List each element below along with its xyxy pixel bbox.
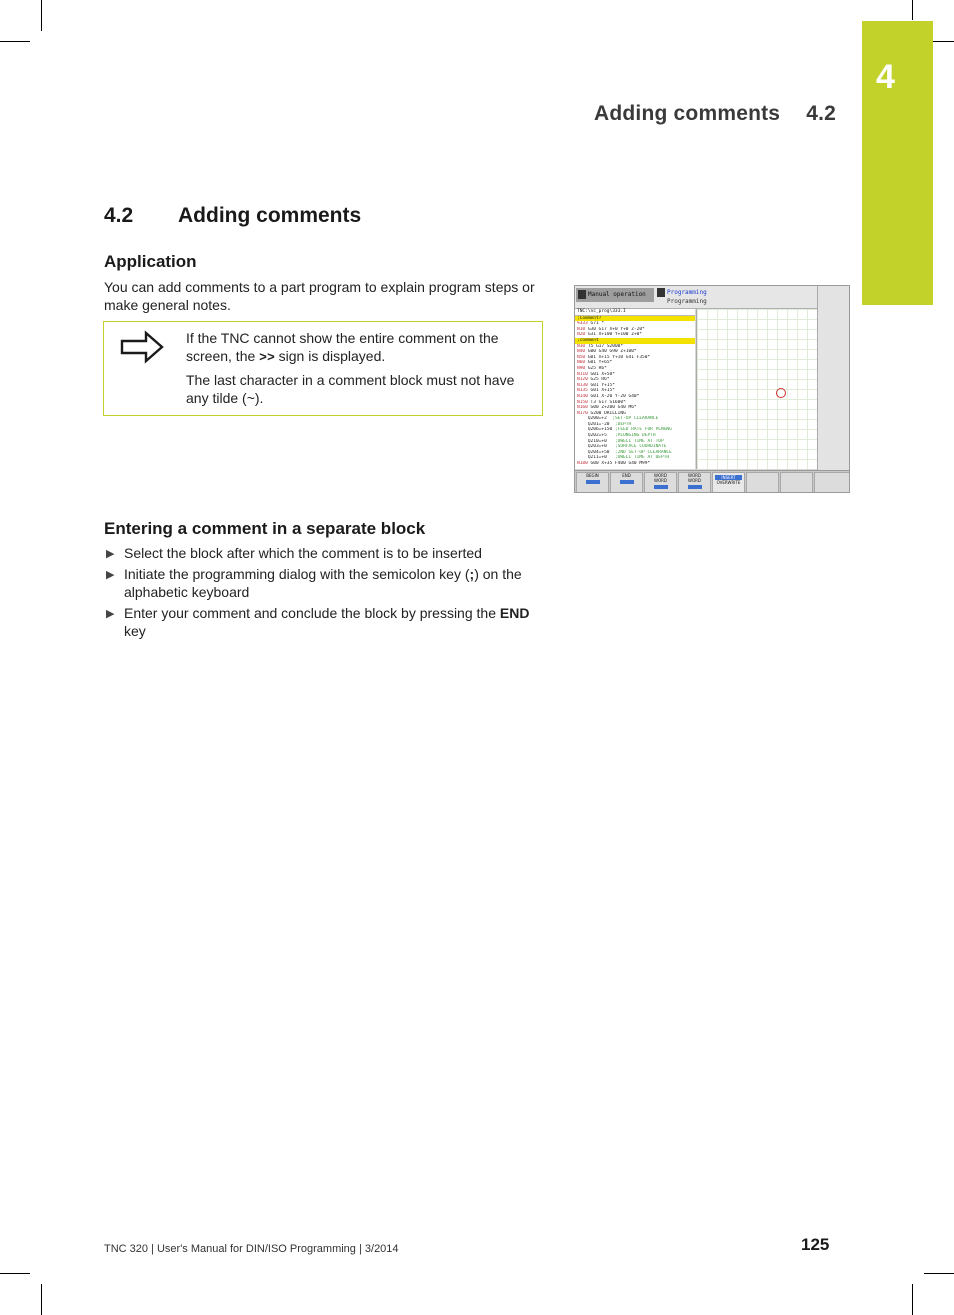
block-text: T5 G17 S2000* bbox=[585, 343, 624, 349]
running-title: Adding comments bbox=[594, 102, 781, 125]
crop-mark bbox=[41, 0, 42, 31]
tnc-screenshot bbox=[574, 285, 850, 493]
manual-mode-icon bbox=[578, 290, 586, 299]
block-number: N50 bbox=[577, 354, 586, 360]
note-code: >> bbox=[259, 350, 275, 365]
arrow-left-icon bbox=[654, 485, 668, 489]
note-line-1: If the TNC cannot show the entire comment on the screen, the >> sign is displayed. bbox=[186, 330, 499, 365]
steps-list bbox=[104, 544, 544, 643]
block-text: G01 X+50* bbox=[587, 371, 615, 377]
crop-mark bbox=[912, 1284, 913, 1315]
block-comment: ;SURFACE COORDINATE bbox=[606, 444, 667, 450]
softkey-empty[interactable] bbox=[746, 472, 779, 493]
softkey-begin[interactable]: BEGIN bbox=[576, 472, 609, 493]
block-number: N130 bbox=[577, 382, 588, 388]
block-number: N110 bbox=[577, 371, 588, 377]
section-number: 4.2 bbox=[104, 204, 134, 227]
block-text: ;Comment? bbox=[577, 315, 602, 321]
softkey-empty[interactable] bbox=[814, 472, 850, 493]
block-number: N160 bbox=[577, 405, 588, 411]
block-text: G01 Y+15* bbox=[587, 382, 615, 388]
section-title bbox=[104, 204, 361, 228]
arrow-right-icon bbox=[688, 485, 702, 489]
block-text: T3 G17 S1600* bbox=[587, 399, 626, 405]
chapter-number: 4 bbox=[876, 58, 895, 96]
crop-mark bbox=[924, 1273, 954, 1274]
workpiece-target-icon bbox=[776, 388, 786, 398]
program-listing[interactable] bbox=[575, 309, 695, 469]
block-text: G25 R6* bbox=[585, 365, 607, 371]
arrow-right-icon bbox=[620, 480, 634, 484]
footer-text: TNC 320 | User's Manual for DIN/ISO Programming | 3/2014 bbox=[104, 1243, 399, 1255]
softkey-end[interactable]: END bbox=[610, 472, 643, 493]
block-comment: ;DEPTH bbox=[609, 421, 632, 427]
softkey-empty[interactable] bbox=[780, 472, 813, 493]
block-number: N60 bbox=[577, 360, 586, 366]
crop-mark bbox=[0, 1273, 30, 1274]
block-text: ;comment bbox=[577, 337, 599, 343]
block-number: %333 bbox=[577, 321, 588, 327]
block-text: G25 R6* bbox=[587, 377, 610, 383]
running-header bbox=[594, 102, 836, 126]
bullet-arrow-icon: ▶ bbox=[106, 569, 115, 581]
block-text: Q210=+0 bbox=[577, 438, 607, 444]
note-line-2: The last character in a comment block must not have any tilde (~). bbox=[186, 372, 515, 406]
program-file-title: TNC:\nc_prog\333.I bbox=[575, 309, 695, 316]
mode-programming[interactable]: Programming Programming bbox=[655, 288, 805, 306]
running-section: 4.2 bbox=[806, 102, 836, 125]
block-text: G30 G17 X+0 Y+0 Z-20* bbox=[585, 326, 645, 332]
crop-mark bbox=[41, 1284, 42, 1315]
softkey-previous-word[interactable]: WORD WORD bbox=[644, 472, 677, 493]
block-text: Q203=+0 bbox=[577, 444, 607, 450]
block-text: G01 X+15* bbox=[587, 388, 615, 394]
note-text bbox=[186, 329, 536, 411]
arrow-left-icon bbox=[586, 480, 600, 484]
block-number: N30 bbox=[577, 343, 586, 349]
block-number: N10 bbox=[577, 326, 586, 332]
block-comment: ;DWELL TIME AT TOP bbox=[606, 438, 664, 444]
softkey-insert-overwrite[interactable]: INSERT OVERWRITE bbox=[712, 472, 745, 493]
application-heading: Application bbox=[104, 252, 197, 271]
block-comment: ;SET-UP CLEARANCE bbox=[606, 416, 659, 422]
block-text: Q201=-20 bbox=[577, 421, 610, 427]
block-text: Q200=+2 bbox=[577, 416, 607, 422]
mode-manual-operation[interactable]: Manual operation bbox=[576, 288, 654, 302]
block-number: N180 bbox=[577, 461, 588, 467]
crop-mark bbox=[0, 41, 30, 42]
list-item: ▶ Select the block after which the comment is to be inserted bbox=[106, 545, 482, 561]
block-comment: ;FEED RATE FOR PLNGNG bbox=[612, 427, 672, 433]
application-paragraph: You can add comments to a part program to explain program steps or make general notes. bbox=[104, 279, 535, 313]
entering-heading: Entering a comment in a separate block bbox=[104, 519, 426, 538]
softkey-next-word[interactable]: WORD WORD bbox=[678, 472, 711, 493]
page-number: 125 bbox=[801, 1235, 830, 1254]
chapter-tab bbox=[862, 21, 933, 305]
block-number: N150 bbox=[577, 399, 588, 405]
arrow-right-icon bbox=[120, 330, 164, 369]
list-item: ▶ Enter your comment and conclude the block by pressing the END key bbox=[106, 605, 530, 639]
graphics-view bbox=[696, 309, 817, 469]
softkey-bar bbox=[575, 470, 850, 493]
block-text: Q211=+0 bbox=[577, 455, 607, 461]
section-title-text: Adding comments bbox=[178, 204, 362, 227]
bullet-arrow-icon: ▶ bbox=[106, 608, 115, 620]
block-text: G00 Z+200 G40 M6* bbox=[587, 405, 637, 411]
block-text: G200 DRILLING bbox=[587, 410, 626, 416]
block-comment: ;DWELL TIME AT DEPTH bbox=[606, 455, 670, 461]
block-number: N135 bbox=[577, 388, 588, 394]
semicolon-key: ; bbox=[469, 566, 475, 582]
program-line[interactable] bbox=[575, 461, 695, 467]
programming-mode-icon bbox=[657, 288, 665, 297]
block-text: Q206=+150 bbox=[577, 427, 613, 433]
block-text: Q202=+5 bbox=[577, 433, 607, 439]
block-comment: ;PLUNGING DEPTH bbox=[606, 433, 656, 439]
block-number: N90 bbox=[577, 365, 586, 371]
block-text: G01 Y+65* bbox=[585, 360, 613, 366]
block-number: N140 bbox=[577, 393, 588, 399]
block-number: N40 bbox=[577, 349, 586, 355]
block-number: N120 bbox=[577, 377, 588, 383]
block-text: Q204=+50 bbox=[577, 449, 610, 455]
block-text: G01 X+15 Y+10 G41 F350* bbox=[585, 354, 651, 360]
crop-mark bbox=[912, 0, 913, 20]
block-text: G31 X+100 Y+100 Z+0* bbox=[585, 332, 643, 338]
note-box bbox=[103, 321, 543, 416]
mode-bar bbox=[575, 286, 817, 309]
list-item: ▶ Initiate the programming dialog with the semicolon key (;) on the alphabetic keyboard bbox=[106, 566, 522, 600]
block-text: G00 G40 G90 Z+100* bbox=[585, 349, 637, 355]
block-text: G01 X-20 Y-20 G40* bbox=[587, 393, 640, 399]
bullet-arrow-icon: ▶ bbox=[106, 548, 115, 560]
vertical-softkey-bar bbox=[817, 286, 850, 470]
block-text: G71 * bbox=[587, 321, 605, 327]
block-number: N170 bbox=[577, 410, 588, 416]
block-comment: ;2ND SET-UP CLEARANCE bbox=[609, 449, 672, 455]
block-number: N20 bbox=[577, 332, 586, 338]
block-text: G00 X+35 F400 G40 M99* bbox=[587, 461, 651, 467]
end-key: END bbox=[499, 605, 530, 621]
